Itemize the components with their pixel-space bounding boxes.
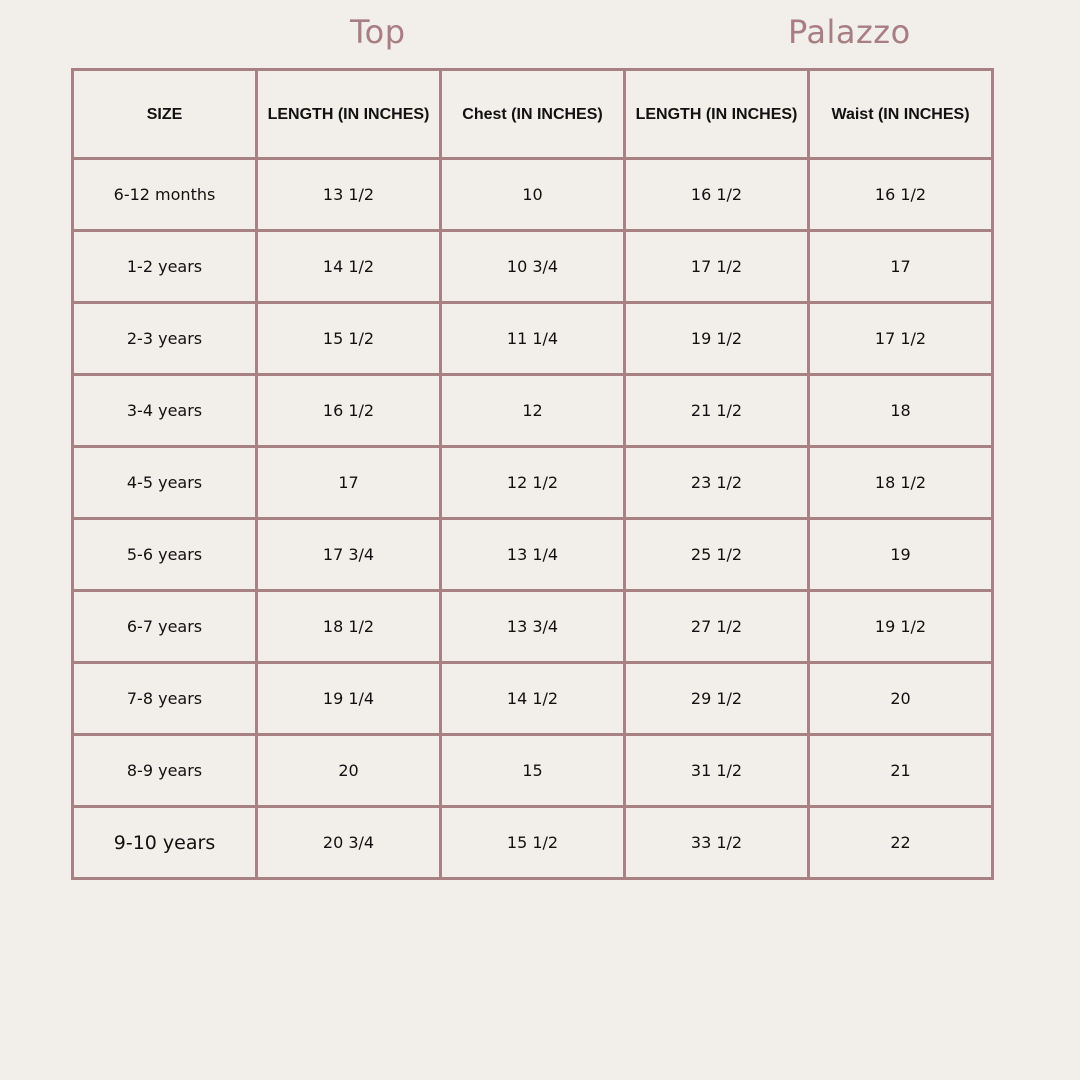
palazzo-length-cell: 33 1/2 (625, 807, 809, 879)
header-top-chest: Chest (IN INCHES) (441, 70, 625, 159)
palazzo-waist-cell: 17 1/2 (809, 303, 993, 375)
palazzo-waist-cell: 17 (809, 231, 993, 303)
header-row (73, 70, 993, 159)
size-cell: 7-8 years (73, 663, 257, 735)
palazzo-length-cell: 25 1/2 (625, 519, 809, 591)
table-row (73, 159, 993, 231)
size-cell: 6-7 years (73, 591, 257, 663)
table-row (73, 591, 993, 663)
header-palazzo-length: LENGTH (IN INCHES) (625, 70, 809, 159)
size-cell: 3-4 years (73, 375, 257, 447)
top-chest-cell: 15 1/2 (441, 807, 625, 879)
top-chest-cell: 12 1/2 (441, 447, 625, 519)
palazzo-length-cell: 23 1/2 (625, 447, 809, 519)
palazzo-length-cell: 19 1/2 (625, 303, 809, 375)
palazzo-waist-cell: 21 (809, 735, 993, 807)
header-size: SIZE (73, 70, 257, 159)
table-row (73, 519, 993, 591)
top-length-cell: 18 1/2 (257, 591, 441, 663)
top-length-cell: 20 (257, 735, 441, 807)
palazzo-length-cell: 31 1/2 (625, 735, 809, 807)
top-chest-cell: 15 (441, 735, 625, 807)
palazzo-waist-cell: 19 (809, 519, 993, 591)
top-chest-cell: 12 (441, 375, 625, 447)
top-section-title: Top (350, 13, 406, 51)
palazzo-length-cell: 17 1/2 (625, 231, 809, 303)
top-length-cell: 14 1/2 (257, 231, 441, 303)
size-cell: 4-5 years (73, 447, 257, 519)
palazzo-waist-cell: 20 (809, 663, 993, 735)
palazzo-waist-cell: 18 1/2 (809, 447, 993, 519)
table-row (73, 303, 993, 375)
top-length-cell: 19 1/4 (257, 663, 441, 735)
table-row (73, 447, 993, 519)
palazzo-length-cell: 29 1/2 (625, 663, 809, 735)
top-length-cell: 13 1/2 (257, 159, 441, 231)
top-length-cell: 20 3/4 (257, 807, 441, 879)
size-chart-table (71, 68, 994, 880)
table-row (73, 663, 993, 735)
top-chest-cell: 13 1/4 (441, 519, 625, 591)
size-cell: 8-9 years (73, 735, 257, 807)
table-row (73, 231, 993, 303)
size-cell: 1-2 years (73, 231, 257, 303)
top-chest-cell: 10 (441, 159, 625, 231)
size-cell: 6-12 months (73, 159, 257, 231)
top-length-cell: 17 3/4 (257, 519, 441, 591)
table-row (73, 735, 993, 807)
palazzo-waist-cell: 18 (809, 375, 993, 447)
top-chest-cell: 14 1/2 (441, 663, 625, 735)
palazzo-section-title: Palazzo (788, 13, 911, 51)
palazzo-length-cell: 16 1/2 (625, 159, 809, 231)
header-palazzo-waist: Waist (IN INCHES) (809, 70, 993, 159)
top-chest-cell: 13 3/4 (441, 591, 625, 663)
table-row (73, 375, 993, 447)
palazzo-length-cell: 27 1/2 (625, 591, 809, 663)
palazzo-waist-cell: 22 (809, 807, 993, 879)
top-length-cell: 15 1/2 (257, 303, 441, 375)
top-length-cell: 17 (257, 447, 441, 519)
palazzo-waist-cell: 16 1/2 (809, 159, 993, 231)
top-chest-cell: 11 1/4 (441, 303, 625, 375)
top-chest-cell: 10 3/4 (441, 231, 625, 303)
palazzo-length-cell: 21 1/2 (625, 375, 809, 447)
size-cell: 5-6 years (73, 519, 257, 591)
header-top-length: LENGTH (IN INCHES) (257, 70, 441, 159)
size-cell: 9-10 years (73, 807, 257, 879)
size-cell: 2-3 years (73, 303, 257, 375)
table-row (73, 807, 993, 879)
palazzo-waist-cell: 19 1/2 (809, 591, 993, 663)
top-length-cell: 16 1/2 (257, 375, 441, 447)
